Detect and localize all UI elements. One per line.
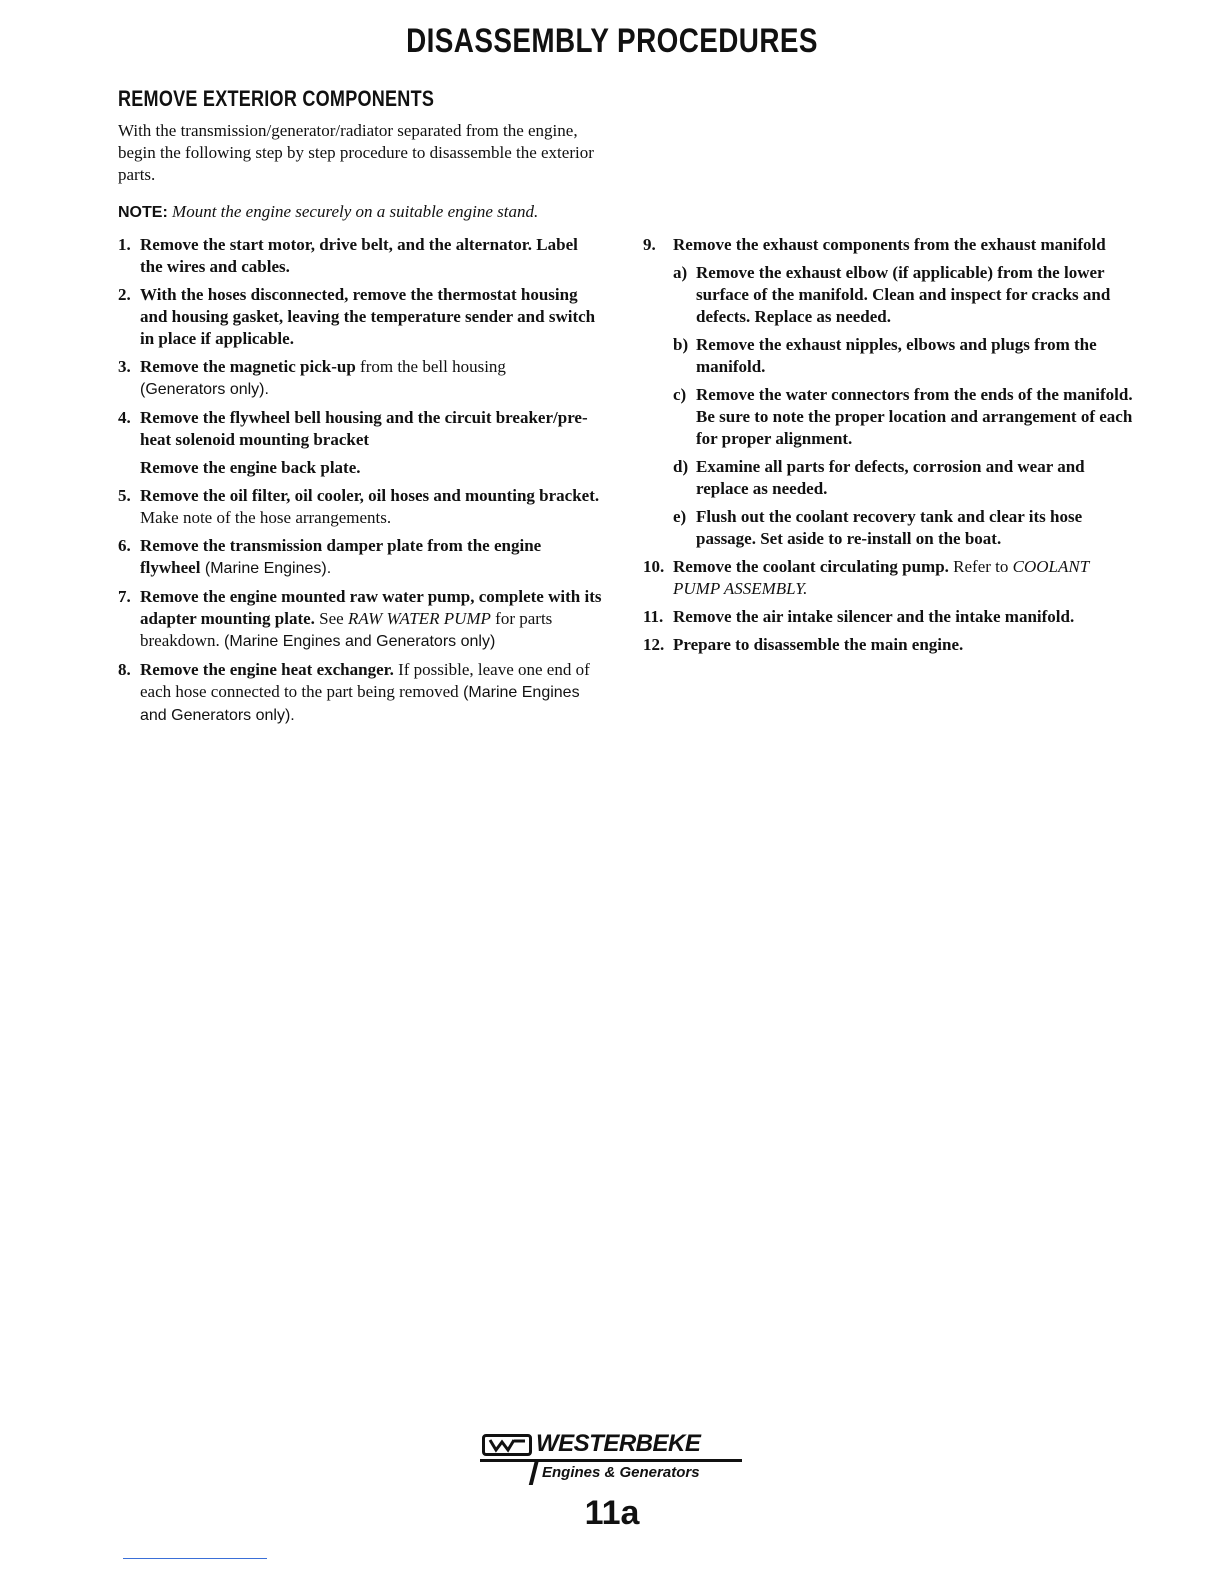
steps-left-column: [118, 234, 604, 733]
step-8: 8. Remove the engine heat exchanger. If possible, leave one end of each hose connected to the part being removed (Marine Engines and Generators only).: [118, 660, 590, 724]
step-9: 9. Remove the exhaust components from the exhaust manifold a) Remove the exhaust elbow (if applicable) from the lower surface of the manifold. Clean and inspect for cracks and defects. Replace as needed. b) Remove the exhaust nipples, elbows and plugs from the manifold. c) Remove the water connectors from the ends of the manifold. Be sure to note the proper location and arrangement of each for proper alignment. d) Examine all parts for defects, corrosion and wear and replace as needed. e) Flush out the coolant recovery tank and clear its hose passage. Set aside to re-install on the boat.: [643, 235, 1133, 548]
note-text: Mount the engine securely on a suitable engine stand.: [172, 202, 539, 221]
logo-tagline: Engines & Generators: [542, 1464, 700, 1481]
step-4: 4. Remove the flywheel bell housing and the circuit breaker/pre-heat solenoid mounting bracket Remove the engine back plate.: [118, 407, 604, 479]
intro-paragraph: With the transmission/generator/radiator separated from the engine, begin the following step by step procedure to disassemble the exterior parts.: [118, 121, 594, 184]
step-5: 5. Remove the oil filter, oil cooler, oil hoses and mounting bracket. Make note of the hose arrangements.: [118, 486, 600, 527]
substep-b: b) Remove the exhaust nipples, elbows and plugs from the manifold.: [673, 335, 1097, 376]
page-number: 11a: [584, 1494, 640, 1532]
logo-mark-icon: [482, 1434, 532, 1456]
note-label: NOTE:: [118, 204, 168, 221]
steps-right-column: [643, 234, 1133, 662]
logo-name: WESTERBEKE: [536, 1430, 701, 1457]
logo-rule: [480, 1459, 742, 1462]
page-title: DISASSEMBLY PROCEDURES: [406, 22, 818, 60]
footer-rule: [123, 1558, 267, 1559]
substep-c: c) Remove the water connectors from the ends of the manifold. Be sure to note the proper location and arrangement of each for proper alignment.: [673, 385, 1133, 448]
substep-a: a) Remove the exhaust elbow (if applicable) from the lower surface of the manifold. Clean and inspect for cracks and defects. Replace as needed.: [673, 263, 1111, 326]
step-6: 6. Remove the transmission damper plate from the engine flywheel (Marine Engines).: [118, 536, 542, 577]
logo-stem: [529, 1459, 539, 1485]
step-2: 2. With the hoses disconnected, remove the thermostat housing and housing gasket, leaving the temperature sender and switch in place if applicable.: [118, 285, 596, 348]
westerbeke-logo: [480, 1432, 760, 1488]
note: [118, 201, 618, 224]
substep-e: e) Flush out the coolant recovery tank and clear its hose passage. Set aside to re-install on the boat.: [673, 507, 1083, 548]
step-7: 7. Remove the engine mounted raw water pump, complete with its adapter mounting plate. See RAW WATER PUMP for parts breakdown. (Marine Engines and Generators only): [118, 587, 602, 650]
step-4-extra: Remove the engine back plate.: [140, 458, 361, 477]
substep-d: d) Examine all parts for defects, corrosion and wear and replace as needed.: [673, 457, 1085, 498]
step-9-substeps: [673, 262, 1133, 550]
step-11: 11. Remove the air intake silencer and the intake manifold.: [643, 607, 1075, 626]
step-12: 12. Prepare to disassemble the main engine.: [643, 635, 964, 654]
step-1: 1. Remove the start motor, drive belt, and the alternator. Label the wires and cables.: [118, 235, 578, 276]
step-3: 3. Remove the magnetic pick-up from the bell housing (Generators only).: [118, 357, 506, 398]
step-10: 10. Remove the coolant circulating pump. Refer to COOLANT PUMP ASSEMBLY.: [643, 557, 1089, 598]
section-heading: REMOVE EXTERIOR COMPONENTS: [118, 86, 435, 111]
